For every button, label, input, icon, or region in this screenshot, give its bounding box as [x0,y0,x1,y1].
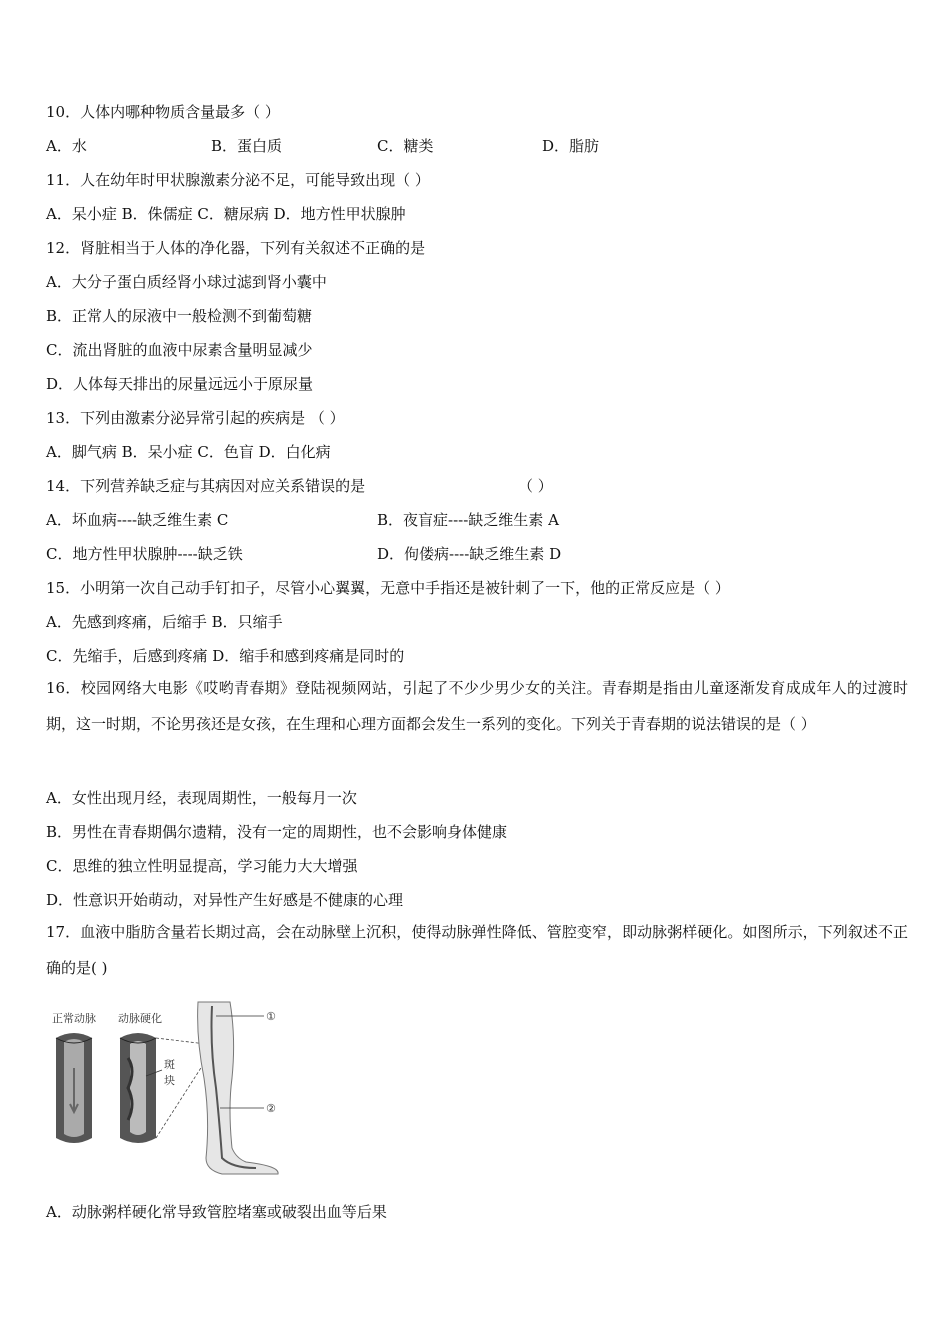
label-plaque-1: 斑 [164,1058,175,1071]
q10-option-b: B．蛋白质 [211,137,283,155]
q15-stem: 15．小明第一次自己动手钉扣子，尽管小心翼翼，无意中手指还是被针刺了一下，他的正常反应是（ ） [46,579,730,597]
q14-answer-paren: （ ） [518,477,553,495]
q12-stem: 12．肾脏相当于人体的净化器，下列有关叙述不正确的是 [46,239,426,257]
q14-option-c: C．地方性甲状腺肿----缺乏铁 [46,545,243,563]
label-plaque-2: 块 [164,1074,175,1087]
q11-options: A．呆小症 B．侏儒症 C．糖尿病 D．地方性甲状腺肿 [46,205,406,223]
q15-options-cd: C．先缩手，后感到疼痛 D．缩手和感到疼痛是同时的 [46,647,405,665]
q17-stem: 17．血液中脂肪含量若长期过高，会在动脉壁上沉积，使得动脉弹性降低、管腔变窄，即动脉粥样硬化。如图所示，下列叙述不正确的是( ) [46,923,908,977]
leg-outline [198,1002,279,1174]
artery-illustration [46,998,286,1180]
q16-option-a: A．女性出现月经，表现周期性，一般每月一次 [46,789,357,807]
q11-stem: 11．人在幼年时甲状腺激素分泌不足，可能导致出现（ ） [46,171,430,189]
q10-stem: 10．人体内哪种物质含量最多（ ） [46,103,280,121]
q12-option-d: D．人体每天排出的尿量远远小于原尿量 [46,375,314,393]
hardened-artery-shape [120,1033,156,1143]
q14-option-b: B．夜盲症----缺乏维生素 A [377,511,559,529]
q13-stem: 13．下列由激素分泌异常引起的疾病是 （ ） [46,409,345,427]
q10-option-a: A．水 [46,137,87,155]
q12-option-b: B．正常人的尿液中一般检测不到葡萄糖 [46,307,313,325]
marker-1: ① [266,1010,276,1023]
q15-options-ab: A．先感到疼痛，后缩手 B．只缩手 [46,613,283,631]
label-hardened-artery: 动脉硬化 [118,1012,162,1025]
artery-figure [46,998,286,1180]
q17-option-a: A．动脉粥样硬化常导致管腔堵塞或破裂出血等后果 [46,1203,387,1221]
q16-option-b: B．男性在青春期偶尔遗精，没有一定的周期性，也不会影响身体健康 [46,823,508,841]
q10-option-c: C．糖类 [377,137,434,155]
label-normal-artery: 正常动脉 [52,1012,96,1025]
normal-artery-shape [56,1033,92,1143]
q12-option-c: C．流出肾脏的血液中尿素含量明显减少 [46,341,313,359]
q16-option-d: D．性意识开始萌动，对异性产生好感是不健康的心理 [46,891,404,909]
q14-option-a: A．坏血病----缺乏维生素 C [46,511,229,529]
q14-option-d: D．佝偻病----缺乏维生素 D [377,545,562,563]
q16-option-c: C．思维的独立性明显提高，学习能力大大增强 [46,857,358,875]
q16-stem: 16．校园网络大电影《哎哟青春期》登陆视频网站，引起了不少少男少女的关注。青春期是指由儿童逐渐发育成成年人的过渡时期，这一时期，不论男孩还是女孩，在生理和心理方面都会发生一系列的变化。下列关于青春期的说法错误的是（ ） [46,679,908,733]
q14-stem: 14．下列营养缺乏症与其病因对应关系错误的是 [46,477,366,495]
marker-2: ② [266,1102,276,1115]
q13-options: A．脚气病 B．呆小症 C．色盲 D．白化病 [46,443,331,461]
q12-option-a: A．大分子蛋白质经肾小球过滤到肾小囊中 [46,273,327,291]
q10-option-d: D．脂肪 [542,137,600,155]
